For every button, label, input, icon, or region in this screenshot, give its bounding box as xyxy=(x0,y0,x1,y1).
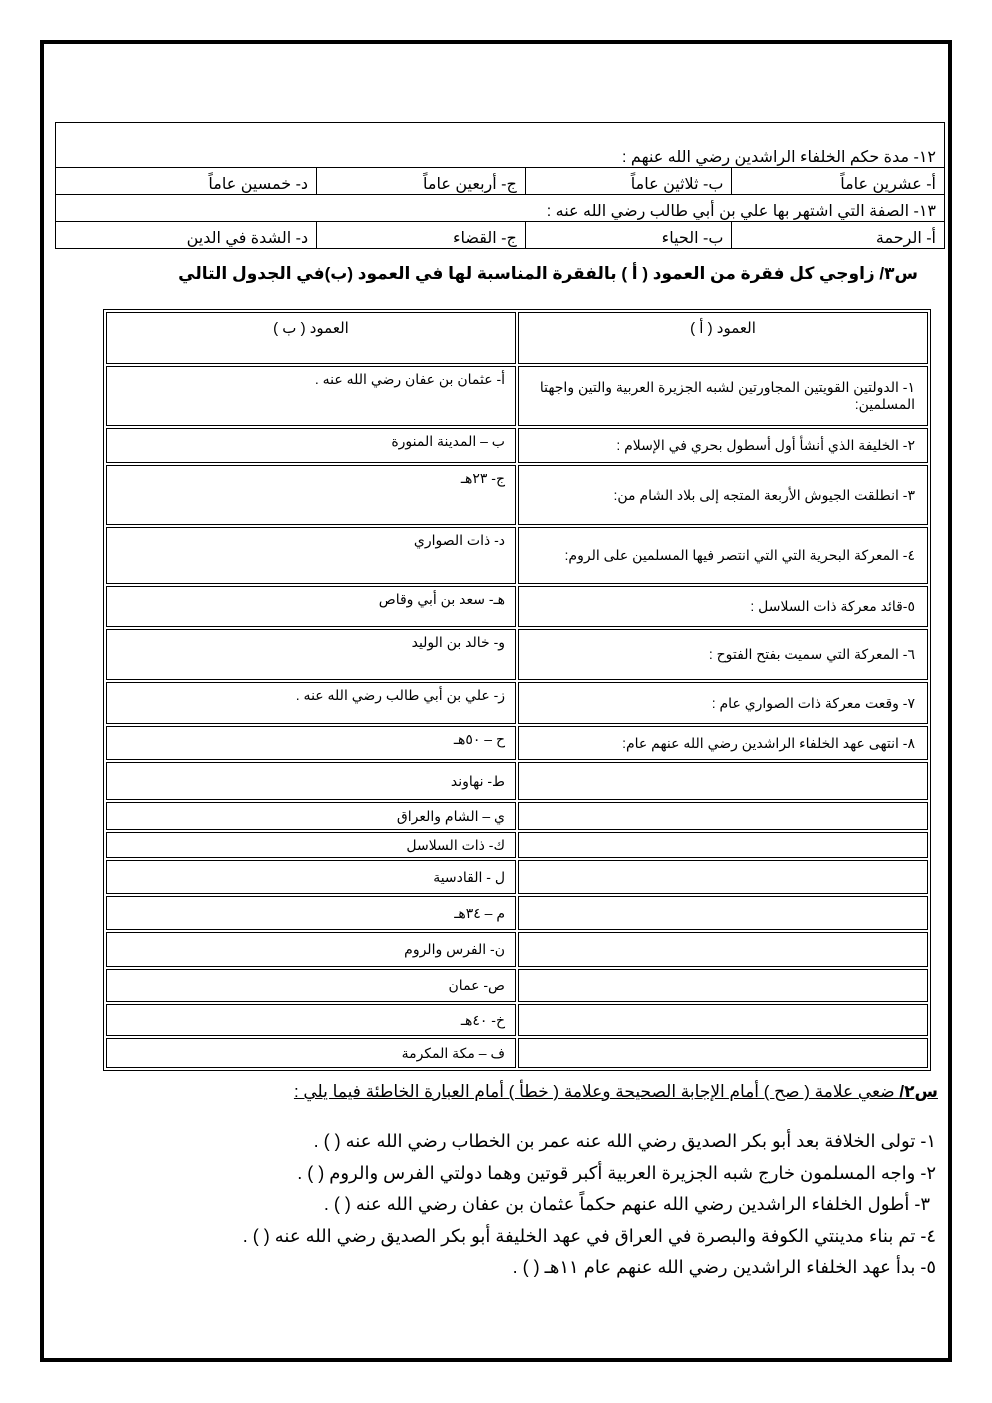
matching-row xyxy=(106,726,928,760)
column-b-cell: و- خالد بن الوليد xyxy=(106,629,516,680)
column-a-cell: ٨- انتهى عهد الخلفاء الراشدين رضي الله عنهم عام: xyxy=(518,726,928,760)
matching-row xyxy=(106,832,928,858)
question-12: ١٢- مدة حكم الخلفاء الراشدين رضي الله عنهم : xyxy=(56,123,945,168)
column-a-cell xyxy=(518,832,928,858)
column-a-cell: ٧- وقعت معركة ذات الصواري عام : xyxy=(518,682,928,724)
column-b-cell: ز- علي بن أبي طالب رضي الله عنه . xyxy=(106,682,516,724)
matching-row xyxy=(106,428,928,463)
column-b-cell: ج- ٢٣هـ xyxy=(106,465,516,525)
column-a-cell xyxy=(518,969,928,1002)
q12-option-d: د- خمسين عاماً xyxy=(56,168,317,195)
column-a-cell: ٦- المعركة التي سميت بفتح الفتوح : xyxy=(518,629,928,680)
column-b-cell: ف – مكة المكرمة xyxy=(106,1038,516,1068)
column-a-header: العمود ( أ ) xyxy=(518,312,928,364)
q13-option-d: د- الشدة في الدين xyxy=(56,222,317,249)
column-b-cell: ح – ٥٠هـ xyxy=(106,726,516,760)
matching-row xyxy=(106,969,928,1002)
column-a-cell xyxy=(518,1004,928,1036)
true-false-statement: ٢- واجه المسلمون خارج شبه الجزيرة العربية أكبر قوتين وهما دولتي الفرس والروم ( ) . xyxy=(297,1162,936,1183)
question-13: ١٣- الصفة التي اشتهر بها علي بن أبي طالب رضي الله عنه : xyxy=(56,195,945,222)
true-false-statement: ٣- أطول الخلفاء الراشدين رضي الله عنهم حكماً عثمان بن عفان رضي الله عنه ( ) . xyxy=(323,1194,930,1214)
column-b-cell: ن- الفرس والروم xyxy=(106,932,516,967)
column-a-cell: ٢- الخليفة الذي أنشأ أول أسطول بحري في الإسلام : xyxy=(518,428,928,463)
mcq-table xyxy=(55,122,945,249)
column-b-cell: ي – الشام والعراق xyxy=(106,802,516,830)
true-false-statement: ٤- تم بناء مدينتي الكوفة والبصرة في العراق في عهد الخليفة أبو بكر الصديق رضي الله عنه ( ) . xyxy=(242,1225,936,1246)
column-a-cell: ٤- المعركة البحرية التي التي انتصر فيها المسلمين على الروم: xyxy=(518,527,928,584)
matching-row xyxy=(106,527,928,584)
q13-option-c: ج- القضاء xyxy=(317,222,526,249)
matching-row xyxy=(106,366,928,426)
column-a-cell: ٥-قائد معركة ذات السلاسل : xyxy=(518,586,928,627)
column-b-header: العمود ( ب ) xyxy=(106,312,516,364)
matching-row xyxy=(106,932,928,967)
matching-row xyxy=(106,586,928,627)
matching-row xyxy=(106,1038,928,1068)
q13-option-b: ب- الحياء xyxy=(525,222,732,249)
column-a-cell xyxy=(518,1038,928,1068)
q13-option-a: أ- الرحمة xyxy=(732,222,945,249)
matching-row xyxy=(106,682,928,724)
matching-row xyxy=(106,860,928,894)
section-2-label: س٢/ xyxy=(899,1082,938,1101)
q12-option-c: ج- أربعين عاماً xyxy=(317,168,526,195)
column-b-cell: أ- عثمان بن عفان رضي الله عنه . xyxy=(106,366,516,426)
column-a-cell xyxy=(518,860,928,894)
section-2-heading xyxy=(294,1082,938,1102)
matching-table xyxy=(103,309,931,1071)
q12-option-b: ب- ثلاثين عاماً xyxy=(525,168,732,195)
true-false-list xyxy=(243,1126,936,1284)
column-b-cell: خ- ٤٠هـ xyxy=(106,1004,516,1036)
column-b-cell: ص- عمان xyxy=(106,969,516,1002)
column-a-cell: ١- الدولتين القويتين المجاورتين لشبه الجزيرة العربية والتين واجهتا المسلمين: xyxy=(518,366,928,426)
matching-row xyxy=(106,896,928,930)
column-a-cell xyxy=(518,896,928,930)
column-b-cell: ك- ذات السلاسل xyxy=(106,832,516,858)
column-b-cell: د- ذات الصواري xyxy=(106,527,516,584)
matching-row xyxy=(106,629,928,680)
section-3-heading: س٣/ زاوجي كل فقرة من العمود ( أ ) بالفقرة المناسبة لها في العمود (ب)في الجدول التالي xyxy=(178,264,918,283)
true-false-statement: ٥- بدأ عهد الخلفاء الراشدين رضي الله عنهم عام ١١هـ ( ) . xyxy=(512,1257,936,1277)
matching-row xyxy=(106,465,928,525)
column-a-cell xyxy=(518,762,928,800)
matching-row xyxy=(106,762,928,800)
column-a-cell xyxy=(518,932,928,967)
matching-row xyxy=(106,802,928,830)
column-b-cell: م – ٣٤هـ xyxy=(106,896,516,930)
section-2-instructions: ضعي علامة ( صح ) أمام الإجابة الصحيحة وعلامة ( خطأ ) أمام العبارة الخاطئة فيما يلي : xyxy=(293,1082,900,1101)
column-b-cell: ط- نهاوند xyxy=(106,762,516,800)
column-b-cell: ب – المدينة المنورة xyxy=(106,428,516,463)
column-b-cell: ل - القادسية xyxy=(106,860,516,894)
true-false-statement: ١- تولى الخلافة بعد أبو بكر الصديق رضي الله عنه عمر بن الخطاب رضي الله عنه ( ) . xyxy=(313,1131,936,1151)
column-a-cell xyxy=(518,802,928,830)
q12-option-a: أ- عشرين عاماً xyxy=(732,168,945,195)
column-b-cell: هـ- سعد بن أبي وقاص xyxy=(106,586,516,627)
column-a-cell: ٣- انطلقت الجيوش الأربعة المتجه إلى بلاد الشام من: xyxy=(518,465,928,525)
matching-row xyxy=(106,1004,928,1036)
